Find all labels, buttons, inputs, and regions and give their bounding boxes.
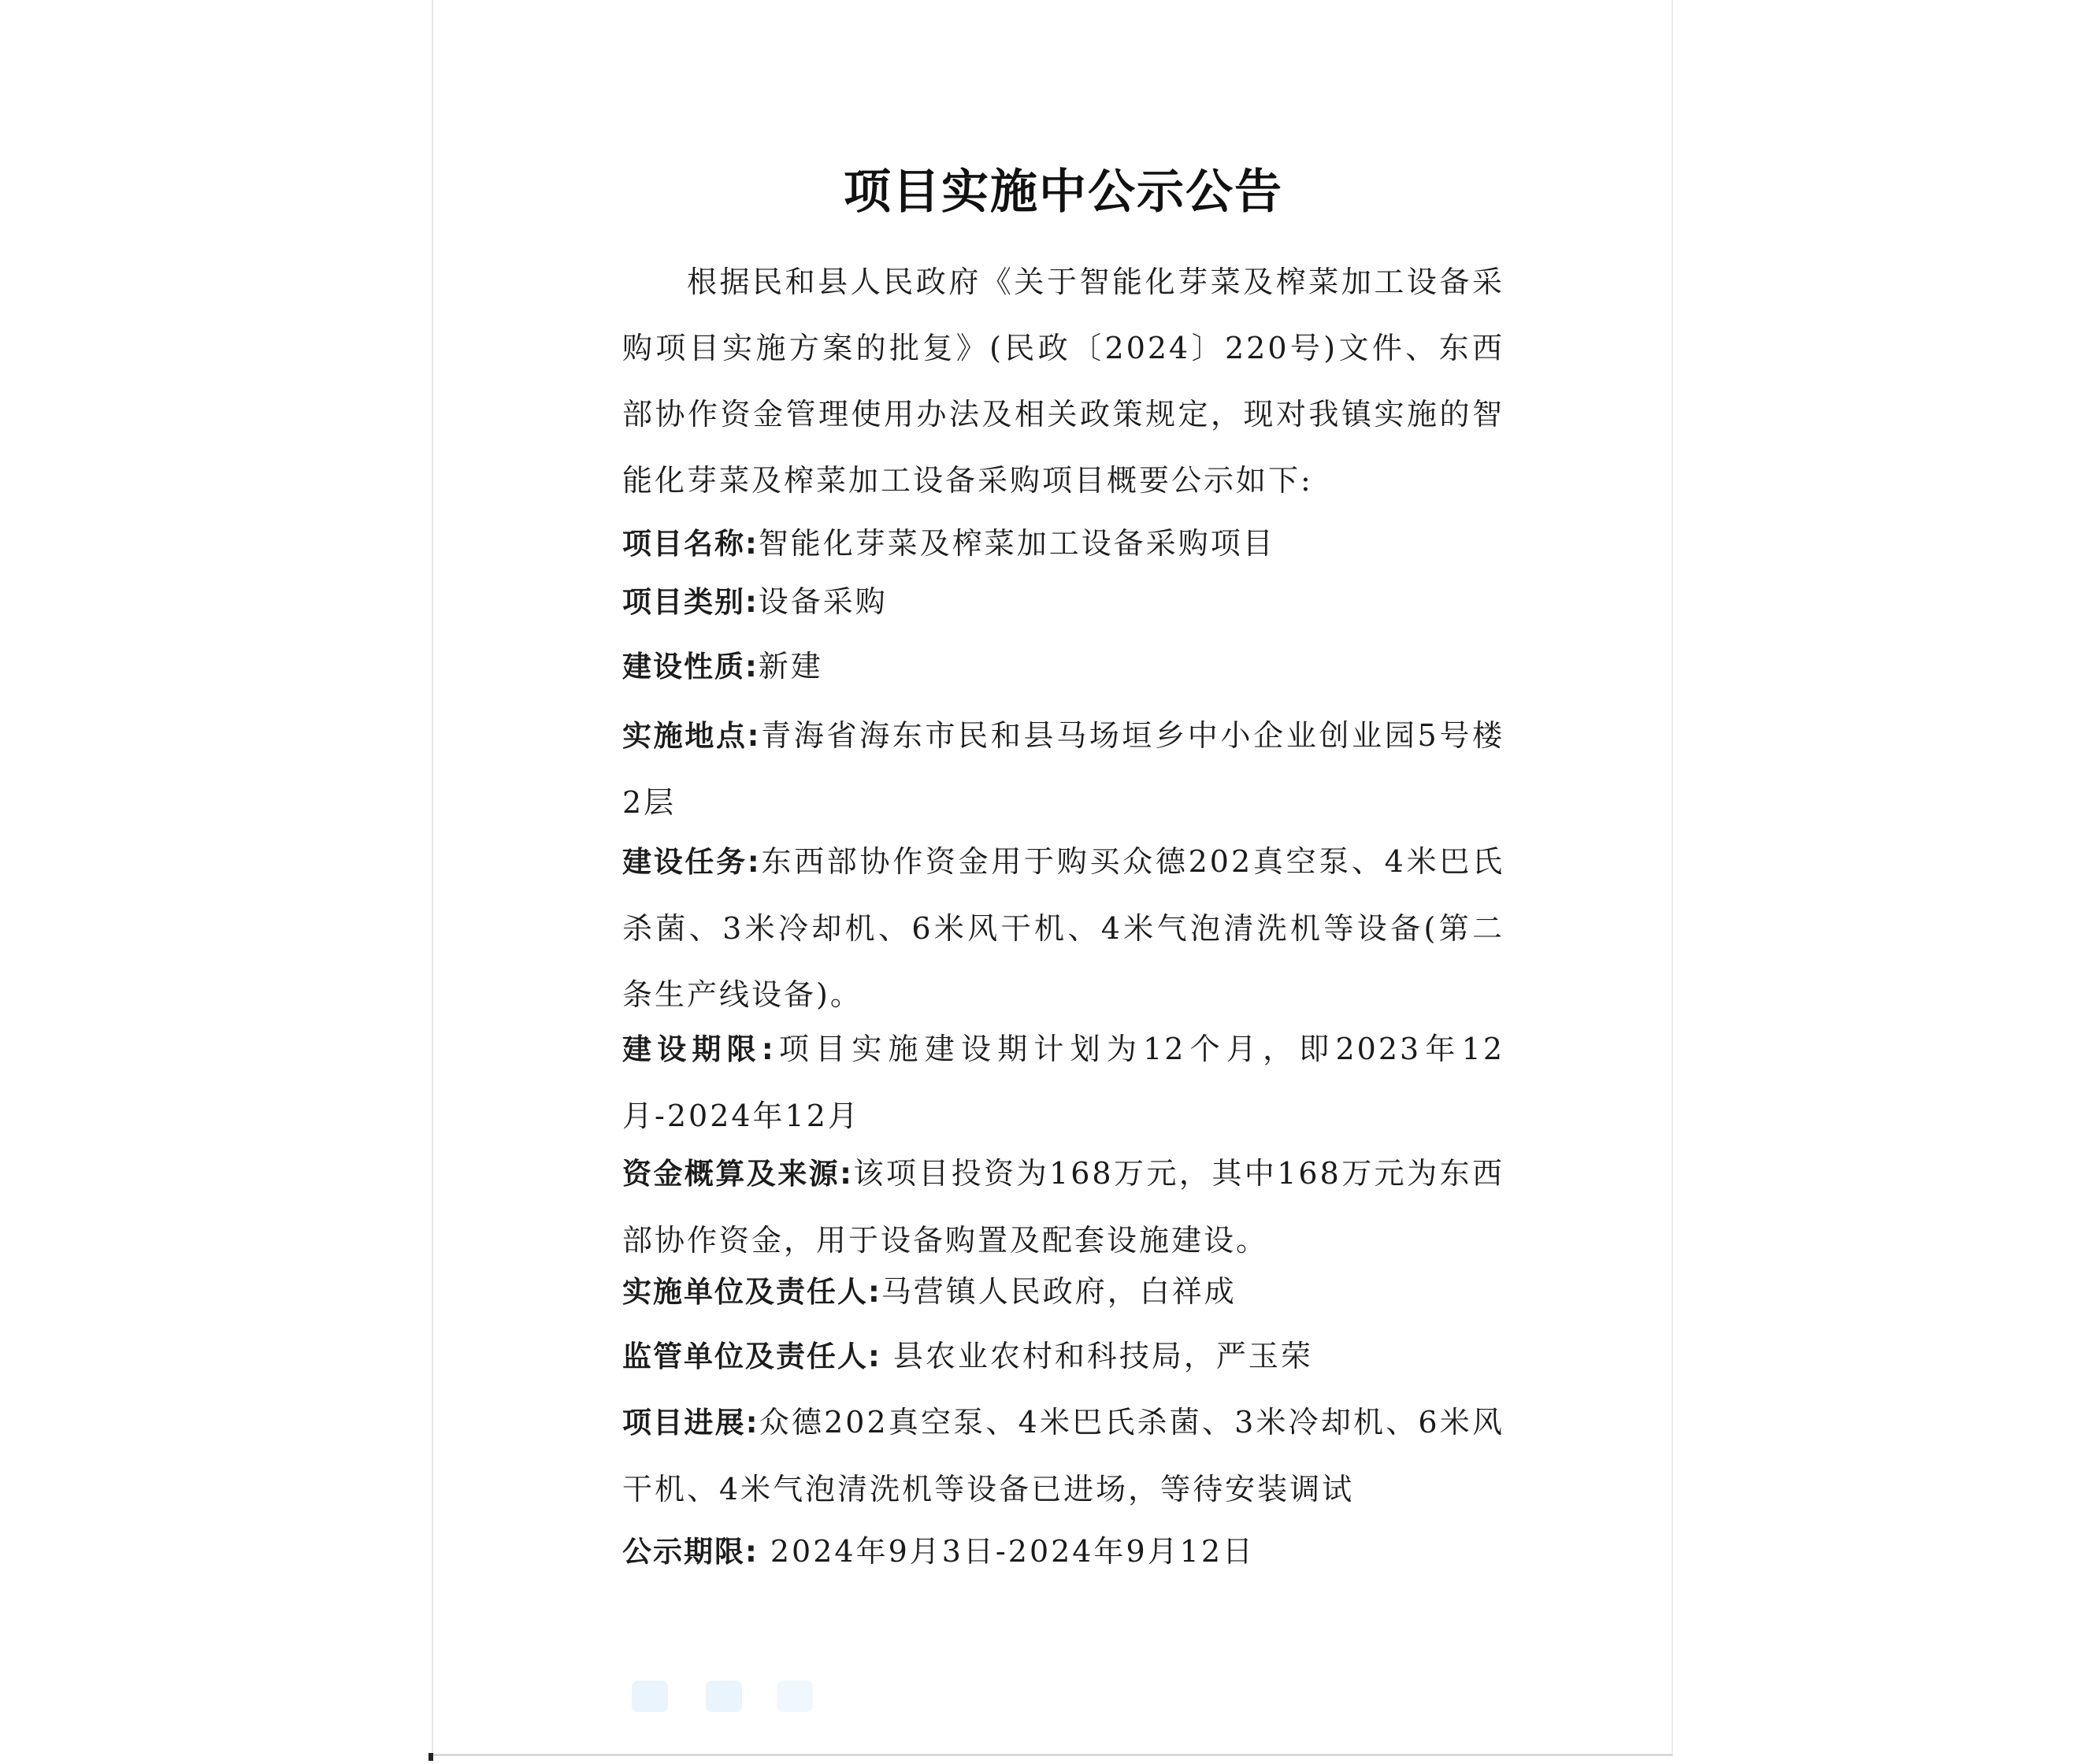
field-label: 建设期限: <box>622 1032 775 1066</box>
field-construction-task <box>622 828 1505 1028</box>
faint-stamp-mark <box>706 1681 742 1712</box>
scan-edge-mark <box>429 1753 433 1761</box>
field-value: 县农业农村和科技局，严玉荣 <box>881 1339 1313 1373</box>
field-label: 资金概算及来源: <box>622 1157 853 1191</box>
field-label: 建设性质: <box>622 650 759 684</box>
field-value: 2024年9月3日-2024年9月12日 <box>758 1534 1256 1569</box>
intro-paragraph: 根据民和县人民政府《关于智能化芽菜及榨菜加工设备采购项目实施方案的批复》(民政〔2024〕220号)文件、东西部协作资金管理使用办法及相关政策规定，现对我镇实施的智能化芽菜及榨菜加工设备采购项目概要公示如下: <box>622 265 1505 498</box>
field-project-name <box>622 510 1505 577</box>
document-title: 项目实施中公示公告 <box>844 165 1283 220</box>
field-label: 项目类别: <box>622 585 759 619</box>
field-label: 公示期限: <box>622 1535 759 1569</box>
field-value: 项目实施建设期计划为12个月，即2023年12月-2024年12月 <box>622 1032 1505 1133</box>
field-supervising-unit <box>622 1323 1505 1390</box>
faint-stamp-mark <box>632 1681 668 1712</box>
field-label: 实施地点: <box>622 719 761 753</box>
field-location <box>622 702 1505 836</box>
field-label: 监管单位及责任人: <box>622 1340 881 1373</box>
field-construction-nature <box>622 633 1505 700</box>
field-funding <box>622 1140 1505 1273</box>
field-label: 项目进展: <box>622 1406 759 1440</box>
field-value: 新建 <box>758 649 823 684</box>
field-project-category <box>622 569 1505 636</box>
field-value: 青海省海东市民和县马场垣乡中小企业创业园5号楼2层 <box>622 718 1505 820</box>
field-publicity-period <box>622 1518 1505 1585</box>
field-value: 该项目投资为168万元，其中168万元为东西部协作资金，用于设备购置及配套设施建设。 <box>622 1156 1505 1258</box>
field-label: 建设任务: <box>622 845 761 879</box>
field-value: 马营镇人民政府，白祥成 <box>881 1274 1237 1309</box>
field-value: 设备采购 <box>758 584 888 619</box>
field-value: 智能化芽菜及榨菜加工设备采购项目 <box>758 526 1275 561</box>
field-value: 众德202真空泵、4米巴氏杀菌、3米冷却机、6米风干机、4米气泡清洗机等设备已进场，等待安装调试 <box>622 1405 1505 1506</box>
faint-stamp-mark <box>777 1681 813 1712</box>
field-implementing-unit <box>622 1258 1505 1325</box>
field-label: 项目名称: <box>622 527 759 561</box>
field-label: 实施单位及责任人: <box>622 1275 881 1309</box>
document-page <box>432 0 1673 1756</box>
field-construction-period <box>622 1016 1505 1149</box>
field-value: 东西部协作资金用于购买众德202真空泵、4米巴氏杀菌、3米冷却机、6米风干机、4米气泡清洗机等设备(第二条生产线设备)。 <box>622 844 1505 1012</box>
field-project-progress <box>622 1389 1505 1522</box>
